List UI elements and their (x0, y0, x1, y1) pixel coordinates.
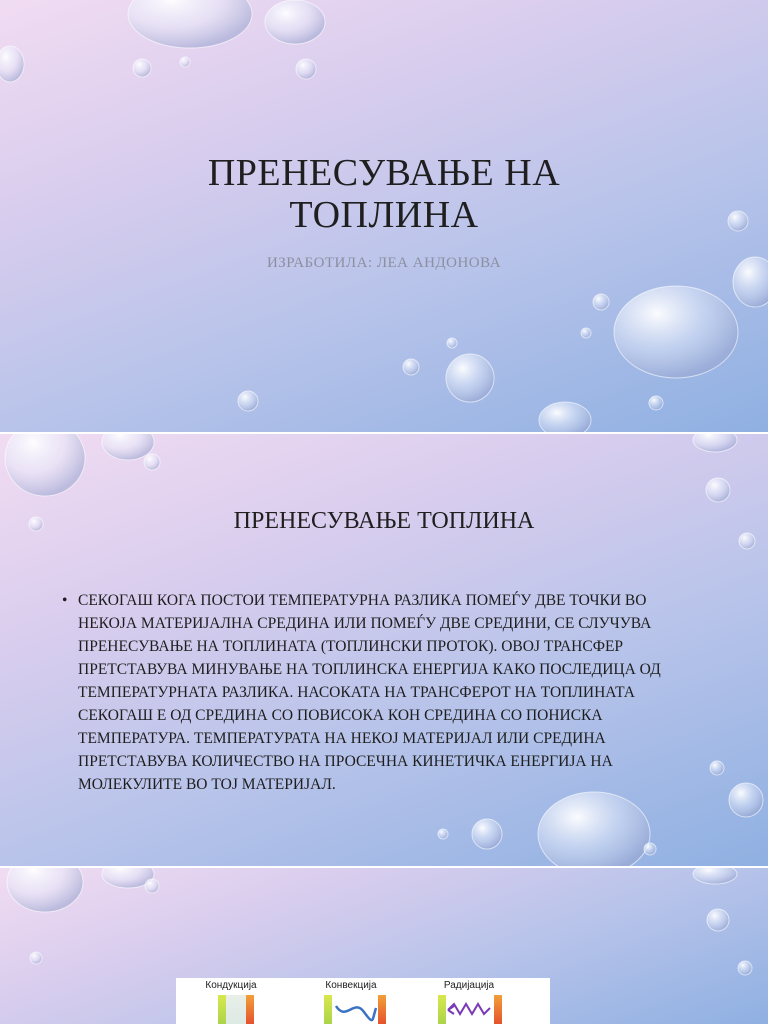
heat-transfer-figure (176, 978, 550, 1024)
title-line-2: ТОПЛИНА (289, 194, 479, 236)
slide-2-content (0, 434, 768, 866)
figure-conduction (186, 978, 276, 1024)
cold-bar (218, 995, 226, 1024)
figure-label-radiation: Радијација (443, 980, 495, 991)
radiation-wave-icon (446, 1000, 494, 1020)
medium-bar (226, 995, 246, 1024)
figure-radiation (424, 978, 514, 1024)
cold-bar (324, 995, 332, 1024)
slide-1-subtitle: ИЗРАБОТИЛА: ЛЕА АНДОНОВА (266, 255, 502, 271)
bullet-item: • СЕКОГАШ КОГА ПОСТОИ ТЕМПЕРАТУРНА РАЗЛИКА ПОМЕЃУ ДВЕ ТОЧКИ ВО НЕКОЈА МАТЕРИЈАЛНА СРЕДИНА ИЛИ ПОМЕЃУ ДВЕ СРЕДИНИ, СЕ СЛУЧУВА ПРЕНЕСУВАЊЕ НА ТОПЛИНАТА (ТОПЛИНСКИ ПРОТОК). ОВОЈ ТРАНСФЕР ПРЕТСТАВУВА МИНУВАЊЕ НА ТОПЛИНСКА ЕНЕРГИЈА КАКО ПОСЛЕДИЦА ОД ТЕМПЕРАТУРНАТА РАЗЛИКА. НАСОКАТА НА ТРАНСФЕРОТ НА ТОПЛИНАТА СЕКОГАШ Е ОД СРЕДИНА СО ПОВИСОКА КОН СРЕДИНА СО ПОНИСКА ТЕМПЕРАТУРА. ТЕМПЕРАТУРАТА НА НЕКОЈ МАТЕРИЈАЛ ИЛИ СРЕДИНА ПРЕТСТАВУВА КОЛИЧЕСТВО НА ПРОСЕЧНА КИНЕТИЧКА ЕНЕРГИЈА НА МОЛЕКУЛИТЕ ВО ТОЈ МАТЕРИЈАЛ. (62, 589, 682, 796)
bullet-list (62, 589, 682, 796)
slide-2-title: ПРЕНЕСУВАЊЕ ТОПЛИНА (233, 508, 535, 534)
figure-convection (306, 978, 396, 1024)
slide-1-title (0, 0, 768, 432)
hot-bar (246, 995, 254, 1024)
hot-bar (378, 995, 386, 1024)
slide-3-figure (0, 868, 768, 1024)
hot-bar (494, 995, 502, 1024)
title-line-1: ПРЕНЕСУВАЊЕ НА (207, 152, 561, 194)
slide-1-title-text (0, 152, 768, 236)
convection-wave-icon (332, 1000, 378, 1024)
figure-label-convection: Конвекција (325, 980, 377, 991)
figure-label-conduction: Кондукција (205, 980, 257, 991)
cold-bar (438, 995, 446, 1024)
